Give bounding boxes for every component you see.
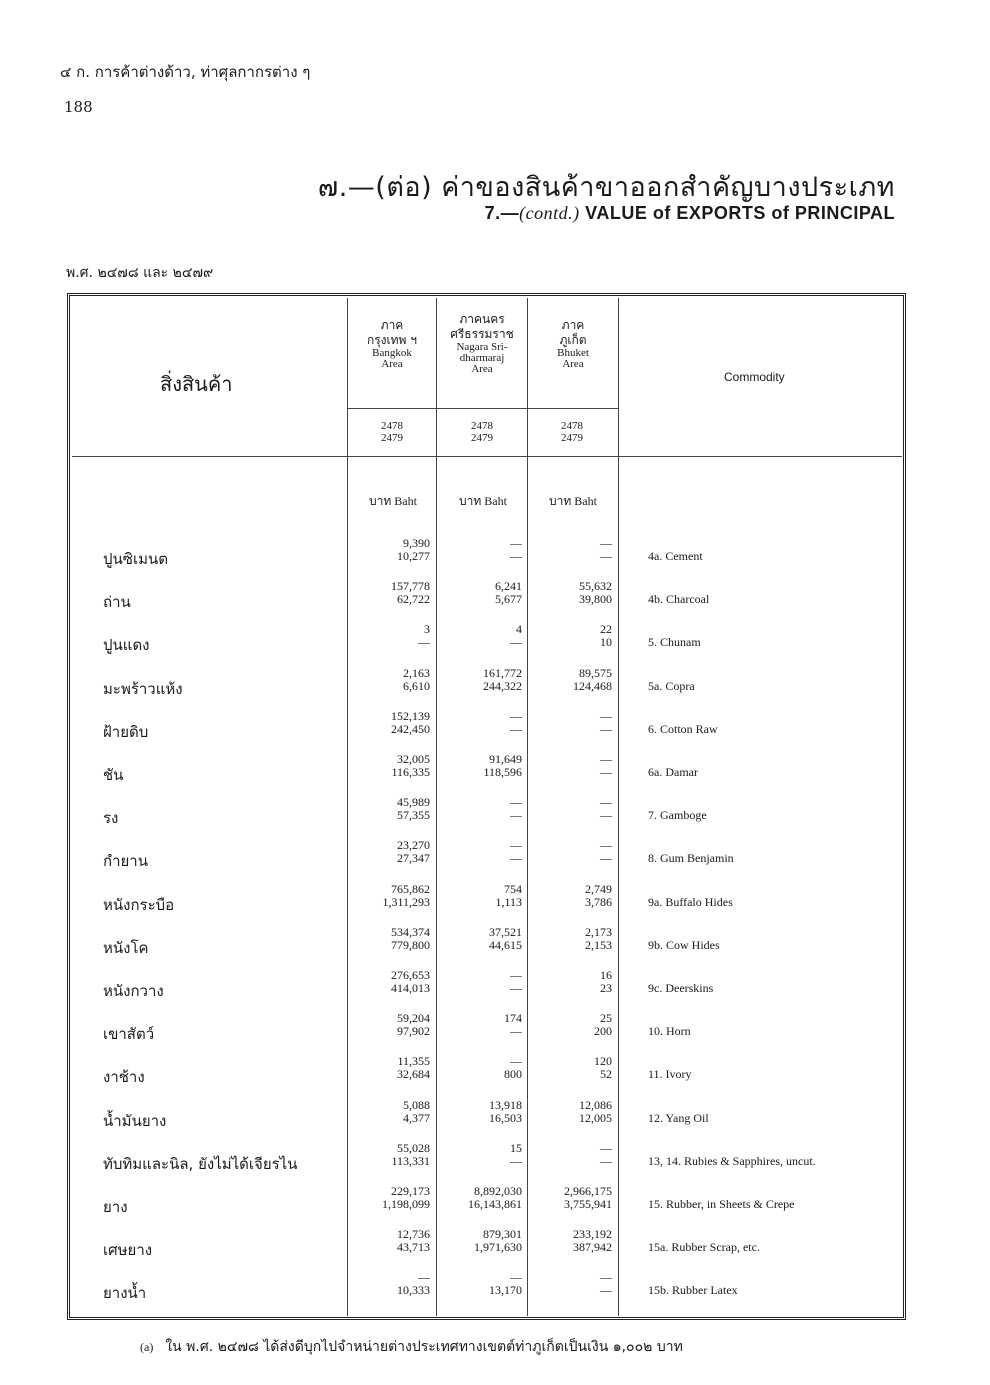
years-line: พ.ศ. ๒๔๗๘ และ ๒๔๗๙ <box>66 265 214 281</box>
value-2478: 152,139 <box>391 709 430 723</box>
value-2478: 37,521 <box>489 925 522 939</box>
col-header-en2: dharmaraj <box>459 352 505 364</box>
footnote-text: ใน พ.ศ. ๒๔๗๘ ได้ส่งดีบุกไปจำหน่ายต่างประเทศทางเขตต์ท่าภูเก็ตเป็นเงิน ๑,๐๐๒ บาท <box>165 1339 683 1355</box>
value-2479: 800 <box>504 1067 522 1081</box>
year-labels <box>532 420 612 444</box>
value-2478: 91,649 <box>489 752 522 766</box>
value-2478: 8,892,030 <box>474 1184 522 1198</box>
nagara-value <box>452 796 522 822</box>
nagara-value <box>452 1055 522 1081</box>
value-2478: 2,966,175 <box>564 1184 612 1198</box>
value-2479: 43,713 <box>397 1240 430 1254</box>
col-header-en1: Bhuket <box>557 347 589 359</box>
table-row <box>0 1099 990 1139</box>
bangkok-value <box>360 883 430 909</box>
commodity-english: 4a. Cement <box>648 549 703 563</box>
title-en-prefix: 7.— <box>484 203 520 223</box>
col-header-th2: กรุงเทพ ฯ <box>366 333 418 347</box>
value-2478: — <box>510 838 522 852</box>
value-2479: — <box>510 808 522 822</box>
table-row <box>0 883 990 923</box>
value-2479: 414,013 <box>391 981 430 995</box>
bhuket-value <box>542 1142 612 1168</box>
value-2479: — <box>510 1024 522 1038</box>
value-2479: 2,153 <box>585 938 612 952</box>
bhuket-value <box>542 667 612 693</box>
year-b: 2479 <box>471 432 493 444</box>
commodity-header-thai: สิ่งสินค้า <box>160 372 233 396</box>
unit-en: Baht <box>574 494 597 508</box>
value-2479: 6,610 <box>403 679 430 693</box>
commodity-thai: หนังโค <box>103 939 149 957</box>
value-2479: 57,355 <box>397 808 430 822</box>
value-2479: 23 <box>600 981 612 995</box>
title-en-contd: (contd.) <box>519 203 580 223</box>
value-2479: 27,347 <box>397 851 430 865</box>
unit-en: Baht <box>484 494 507 508</box>
value-2478: 16 <box>600 968 612 982</box>
value-2478: 765,862 <box>391 882 430 896</box>
bangkok-value <box>360 753 430 779</box>
value-2478: 174 <box>504 1011 522 1025</box>
value-2478: — <box>510 709 522 723</box>
year-b: 2479 <box>561 432 583 444</box>
col-header-en2: Area <box>381 358 403 370</box>
table-row <box>0 1185 990 1225</box>
bhuket-value <box>542 1099 612 1125</box>
commodity-english: 12. Yang Oil <box>648 1111 709 1125</box>
value-2478: — <box>600 1141 612 1155</box>
commodity-thai: ยางน้ำ <box>103 1284 147 1302</box>
bangkok-value <box>360 1228 430 1254</box>
commodity-english: 15a. Rubber Scrap, etc. <box>648 1240 760 1254</box>
unit-en: Baht <box>394 494 417 508</box>
value-2478: 9,390 <box>403 536 430 550</box>
value-2479: 1,971,630 <box>474 1240 522 1254</box>
commodity-thai: ปูนซิเมนต <box>103 550 168 568</box>
footnote <box>140 1336 683 1358</box>
nagara-value <box>452 753 522 779</box>
bhuket-value <box>542 537 612 563</box>
bhuket-value <box>542 1271 612 1297</box>
value-2479: 32,684 <box>397 1067 430 1081</box>
year-b: 2479 <box>381 432 403 444</box>
value-2479: 242,450 <box>391 722 430 736</box>
value-2479: — <box>510 981 522 995</box>
bhuket-value <box>542 580 612 606</box>
nagara-value <box>452 623 522 649</box>
value-2478: 879,301 <box>483 1227 522 1241</box>
commodity-thai: รง <box>103 809 119 827</box>
value-2479: 3,755,941 <box>564 1197 612 1211</box>
bhuket-value <box>542 1228 612 1254</box>
unit-th: บาท <box>459 494 482 508</box>
bhuket-value <box>542 883 612 909</box>
value-2479: 62,722 <box>397 592 430 606</box>
commodity-english: 7. Gamboge <box>648 808 707 822</box>
year-labels <box>442 420 522 444</box>
commodity-english: 11. Ivory <box>648 1067 692 1081</box>
value-2479: 39,800 <box>579 592 612 606</box>
year-a: 2478 <box>381 420 403 432</box>
commodity-thai: ปูนแดง <box>103 636 150 654</box>
bangkok-value <box>360 537 430 563</box>
value-2479: 16,503 <box>489 1111 522 1125</box>
value-2478: 233,192 <box>573 1227 612 1241</box>
page-title-thai: ๗.—(ต่อ) ค่าของสินค้าขาออกสำคัญบางประเภท <box>317 172 895 203</box>
value-2478: 45,989 <box>397 795 430 809</box>
value-2479: 10,277 <box>397 549 430 563</box>
value-2478: 534,374 <box>391 925 430 939</box>
value-2478: — <box>418 1270 430 1284</box>
commodity-thai: ทับทิมและนิล, ยังไม่ได้เจียรไน <box>103 1155 298 1173</box>
value-2479: 5,677 <box>495 592 522 606</box>
value-2479: 779,800 <box>391 938 430 952</box>
commodity-thai: ยาง <box>103 1198 128 1216</box>
table-row <box>0 537 990 577</box>
column-header-bhuket <box>528 318 618 370</box>
value-2478: 754 <box>504 882 522 896</box>
commodity-thai: มะพร้าวแห้ง <box>103 680 183 698</box>
value-2478: 3 <box>424 622 430 636</box>
value-2479: — <box>510 1154 522 1168</box>
bangkok-value <box>360 1185 430 1211</box>
table-row <box>0 839 990 879</box>
column-header-bangkok <box>348 318 436 370</box>
bhuket-value <box>542 839 612 865</box>
footnote-mark: (a) <box>140 1340 154 1354</box>
nagara-value <box>452 1271 522 1297</box>
value-2478: 32,005 <box>397 752 430 766</box>
value-2478: — <box>600 795 612 809</box>
value-2478: 55,028 <box>397 1141 430 1155</box>
nagara-value <box>452 926 522 952</box>
bhuket-value <box>542 710 612 736</box>
nagara-value <box>452 580 522 606</box>
value-2478: 157,778 <box>391 579 430 593</box>
value-2479: 44,615 <box>489 938 522 952</box>
table-row <box>0 623 990 663</box>
value-2479: 116,335 <box>391 765 430 779</box>
title-en-main: VALUE of EXPORTS of PRINCIPAL <box>585 203 895 223</box>
value-2478: 15 <box>510 1141 522 1155</box>
commodity-thai: หนังกวาง <box>103 982 164 1000</box>
value-2478: 22 <box>600 622 612 636</box>
bangkok-value <box>360 1055 430 1081</box>
col-header-en3: Area <box>471 363 493 375</box>
bhuket-value <box>542 1185 612 1211</box>
table-row <box>0 1271 990 1311</box>
value-2479: — <box>600 851 612 865</box>
value-2479: 3,786 <box>585 895 612 909</box>
bangkok-value <box>360 969 430 995</box>
value-2478: 6,241 <box>495 579 522 593</box>
column-header-nagara <box>437 312 527 375</box>
value-2478: — <box>600 752 612 766</box>
value-2479: 387,942 <box>573 1240 612 1254</box>
value-2479: — <box>418 635 430 649</box>
value-2479: 1,198,099 <box>382 1197 430 1211</box>
col-header-en1: Nagara Sri- <box>456 341 508 353</box>
commodity-english: 15b. Rubber Latex <box>648 1283 738 1297</box>
commodity-english: 4b. Charcoal <box>648 592 710 606</box>
col-header-th1: ภาค <box>561 318 585 332</box>
value-2479: 244,322 <box>483 679 522 693</box>
value-2479: 12,005 <box>579 1111 612 1125</box>
commodity-english: 15. Rubber, in Sheets & Crepe <box>648 1197 795 1211</box>
commodity-english: 9c. Deerskins <box>648 981 714 995</box>
value-2479: — <box>510 722 522 736</box>
bangkok-value <box>360 1012 430 1038</box>
value-2479: 13,170 <box>489 1283 522 1297</box>
commodity-english: 5. Chunam <box>648 635 701 649</box>
value-2479: 52 <box>600 1067 612 1081</box>
value-2478: 2,163 <box>403 666 430 680</box>
value-2478: 25 <box>600 1011 612 1025</box>
running-head: ๔ ก. การค้าต่างด้าว, ท่าศุลกากรต่าง ๆ <box>60 63 311 81</box>
nagara-value <box>452 1228 522 1254</box>
bangkok-value <box>360 1271 430 1297</box>
commodity-english: 6a. Damar <box>648 765 698 779</box>
table-row <box>0 1012 990 1052</box>
value-2479: 113,331 <box>391 1154 430 1168</box>
value-2479: 200 <box>594 1024 612 1038</box>
bangkok-value <box>360 1142 430 1168</box>
value-2478: — <box>600 536 612 550</box>
value-2478: — <box>510 795 522 809</box>
bhuket-value <box>542 926 612 952</box>
unit-label <box>348 492 438 511</box>
value-2478: 12,086 <box>579 1098 612 1112</box>
bangkok-value <box>360 667 430 693</box>
header-rule <box>347 408 618 409</box>
value-2478: 229,173 <box>391 1184 430 1198</box>
bangkok-value <box>360 710 430 736</box>
value-2478: 23,270 <box>397 838 430 852</box>
nagara-value <box>452 839 522 865</box>
bhuket-value <box>542 796 612 822</box>
table-row <box>0 969 990 1009</box>
value-2479: — <box>600 1283 612 1297</box>
bhuket-value <box>542 969 612 995</box>
commodity-english: 5a. Copra <box>648 679 695 693</box>
commodity-english: 8. Gum Benjamin <box>648 851 734 865</box>
bangkok-value <box>360 839 430 865</box>
value-2479: — <box>510 635 522 649</box>
commodity-thai: หนังกระบือ <box>103 896 175 914</box>
value-2478: — <box>600 838 612 852</box>
value-2479: 10 <box>600 635 612 649</box>
commodity-thai: ฝ้ายดิบ <box>103 723 149 741</box>
commodity-thai: เศษยาง <box>103 1241 153 1259</box>
value-2478: 4 <box>516 622 522 636</box>
bhuket-value <box>542 1055 612 1081</box>
nagara-value <box>452 667 522 693</box>
value-2479: 118,596 <box>483 765 522 779</box>
col-header-th2: ภูเก็ต <box>559 333 587 347</box>
commodity-header-english: Commodity <box>724 370 785 384</box>
value-2478: — <box>510 968 522 982</box>
value-2479: — <box>510 851 522 865</box>
commodity-thai: งาช้าง <box>103 1068 145 1086</box>
commodity-english: 6. Cotton Raw <box>648 722 718 736</box>
unit-th: บาท <box>369 494 392 508</box>
value-2478: 2,173 <box>585 925 612 939</box>
value-2478: — <box>600 1270 612 1284</box>
commodity-english: 9a. Buffalo Hides <box>648 895 733 909</box>
value-2478: 11,355 <box>397 1054 430 1068</box>
table-row <box>0 1055 990 1095</box>
table-row <box>0 667 990 707</box>
value-2479: — <box>600 765 612 779</box>
value-2478: 13,918 <box>489 1098 522 1112</box>
value-2479: 1,113 <box>495 895 522 909</box>
value-2478: — <box>510 1054 522 1068</box>
bangkok-value <box>360 796 430 822</box>
value-2479: — <box>600 722 612 736</box>
nagara-value <box>452 883 522 909</box>
year-a: 2478 <box>561 420 583 432</box>
nagara-value <box>452 537 522 563</box>
col-header-en2: Area <box>562 358 584 370</box>
table-row <box>0 580 990 620</box>
value-2478: 120 <box>594 1054 612 1068</box>
year-labels <box>352 420 432 444</box>
value-2478: 59,204 <box>397 1011 430 1025</box>
table-row <box>0 1228 990 1268</box>
year-a: 2478 <box>471 420 493 432</box>
value-2478: — <box>510 536 522 550</box>
bhuket-value <box>542 623 612 649</box>
bangkok-value <box>360 1099 430 1125</box>
col-header-th1: ภาค <box>380 318 404 332</box>
value-2479: 97,902 <box>397 1024 430 1038</box>
commodity-english: 10. Horn <box>648 1024 691 1038</box>
value-2479: 16,143,861 <box>468 1197 522 1211</box>
value-2478: 5,088 <box>403 1098 430 1112</box>
page-title-english <box>485 203 895 224</box>
value-2478: — <box>600 709 612 723</box>
value-2478: 161,772 <box>483 666 522 680</box>
value-2479: 4,377 <box>403 1111 430 1125</box>
col-header-th2: ศรีธรรมราช <box>450 327 514 341</box>
bangkok-value <box>360 623 430 649</box>
nagara-value <box>452 710 522 736</box>
bhuket-value <box>542 1012 612 1038</box>
commodity-english: 9b. Cow Hides <box>648 938 720 952</box>
commodity-thai: ชัน <box>103 766 124 784</box>
value-2478: 89,575 <box>579 666 612 680</box>
commodity-thai: ถ่าน <box>103 593 131 611</box>
commodity-thai: เขาสัตว์ <box>103 1025 155 1043</box>
value-2478: 12,736 <box>397 1227 430 1241</box>
value-2479: — <box>600 549 612 563</box>
unit-label <box>528 492 618 511</box>
table-row <box>0 796 990 836</box>
nagara-value <box>452 1185 522 1211</box>
value-2479: 1,311,293 <box>382 895 430 909</box>
value-2478: 276,653 <box>391 968 430 982</box>
value-2479: 124,468 <box>573 679 612 693</box>
value-2478: — <box>510 1270 522 1284</box>
table-row <box>0 710 990 750</box>
value-2479: — <box>600 808 612 822</box>
unit-th: บาท <box>549 494 572 508</box>
page-number: 188 <box>64 98 93 116</box>
nagara-value <box>452 1142 522 1168</box>
value-2479: 10,333 <box>397 1283 430 1297</box>
value-2478: 2,749 <box>585 882 612 896</box>
value-2479: — <box>510 549 522 563</box>
commodity-thai: น้ำมันยาง <box>103 1112 167 1130</box>
table-row <box>0 1142 990 1182</box>
commodity-thai: กำยาน <box>103 852 148 870</box>
col-header-en1: Bangkok <box>372 347 412 359</box>
unit-label <box>438 492 528 511</box>
table-row <box>0 926 990 966</box>
bangkok-value <box>360 926 430 952</box>
nagara-value <box>452 969 522 995</box>
table-row <box>0 753 990 793</box>
bhuket-value <box>542 753 612 779</box>
nagara-value <box>452 1099 522 1125</box>
commodity-english: 13, 14. Rubies & Sapphires, uncut. <box>648 1154 816 1168</box>
header-bottom-rule <box>72 456 902 457</box>
bangkok-value <box>360 580 430 606</box>
col-header-th1: ภาคนคร <box>459 312 505 326</box>
value-2479: — <box>600 1154 612 1168</box>
nagara-value <box>452 1012 522 1038</box>
value-2478: 55,632 <box>579 579 612 593</box>
